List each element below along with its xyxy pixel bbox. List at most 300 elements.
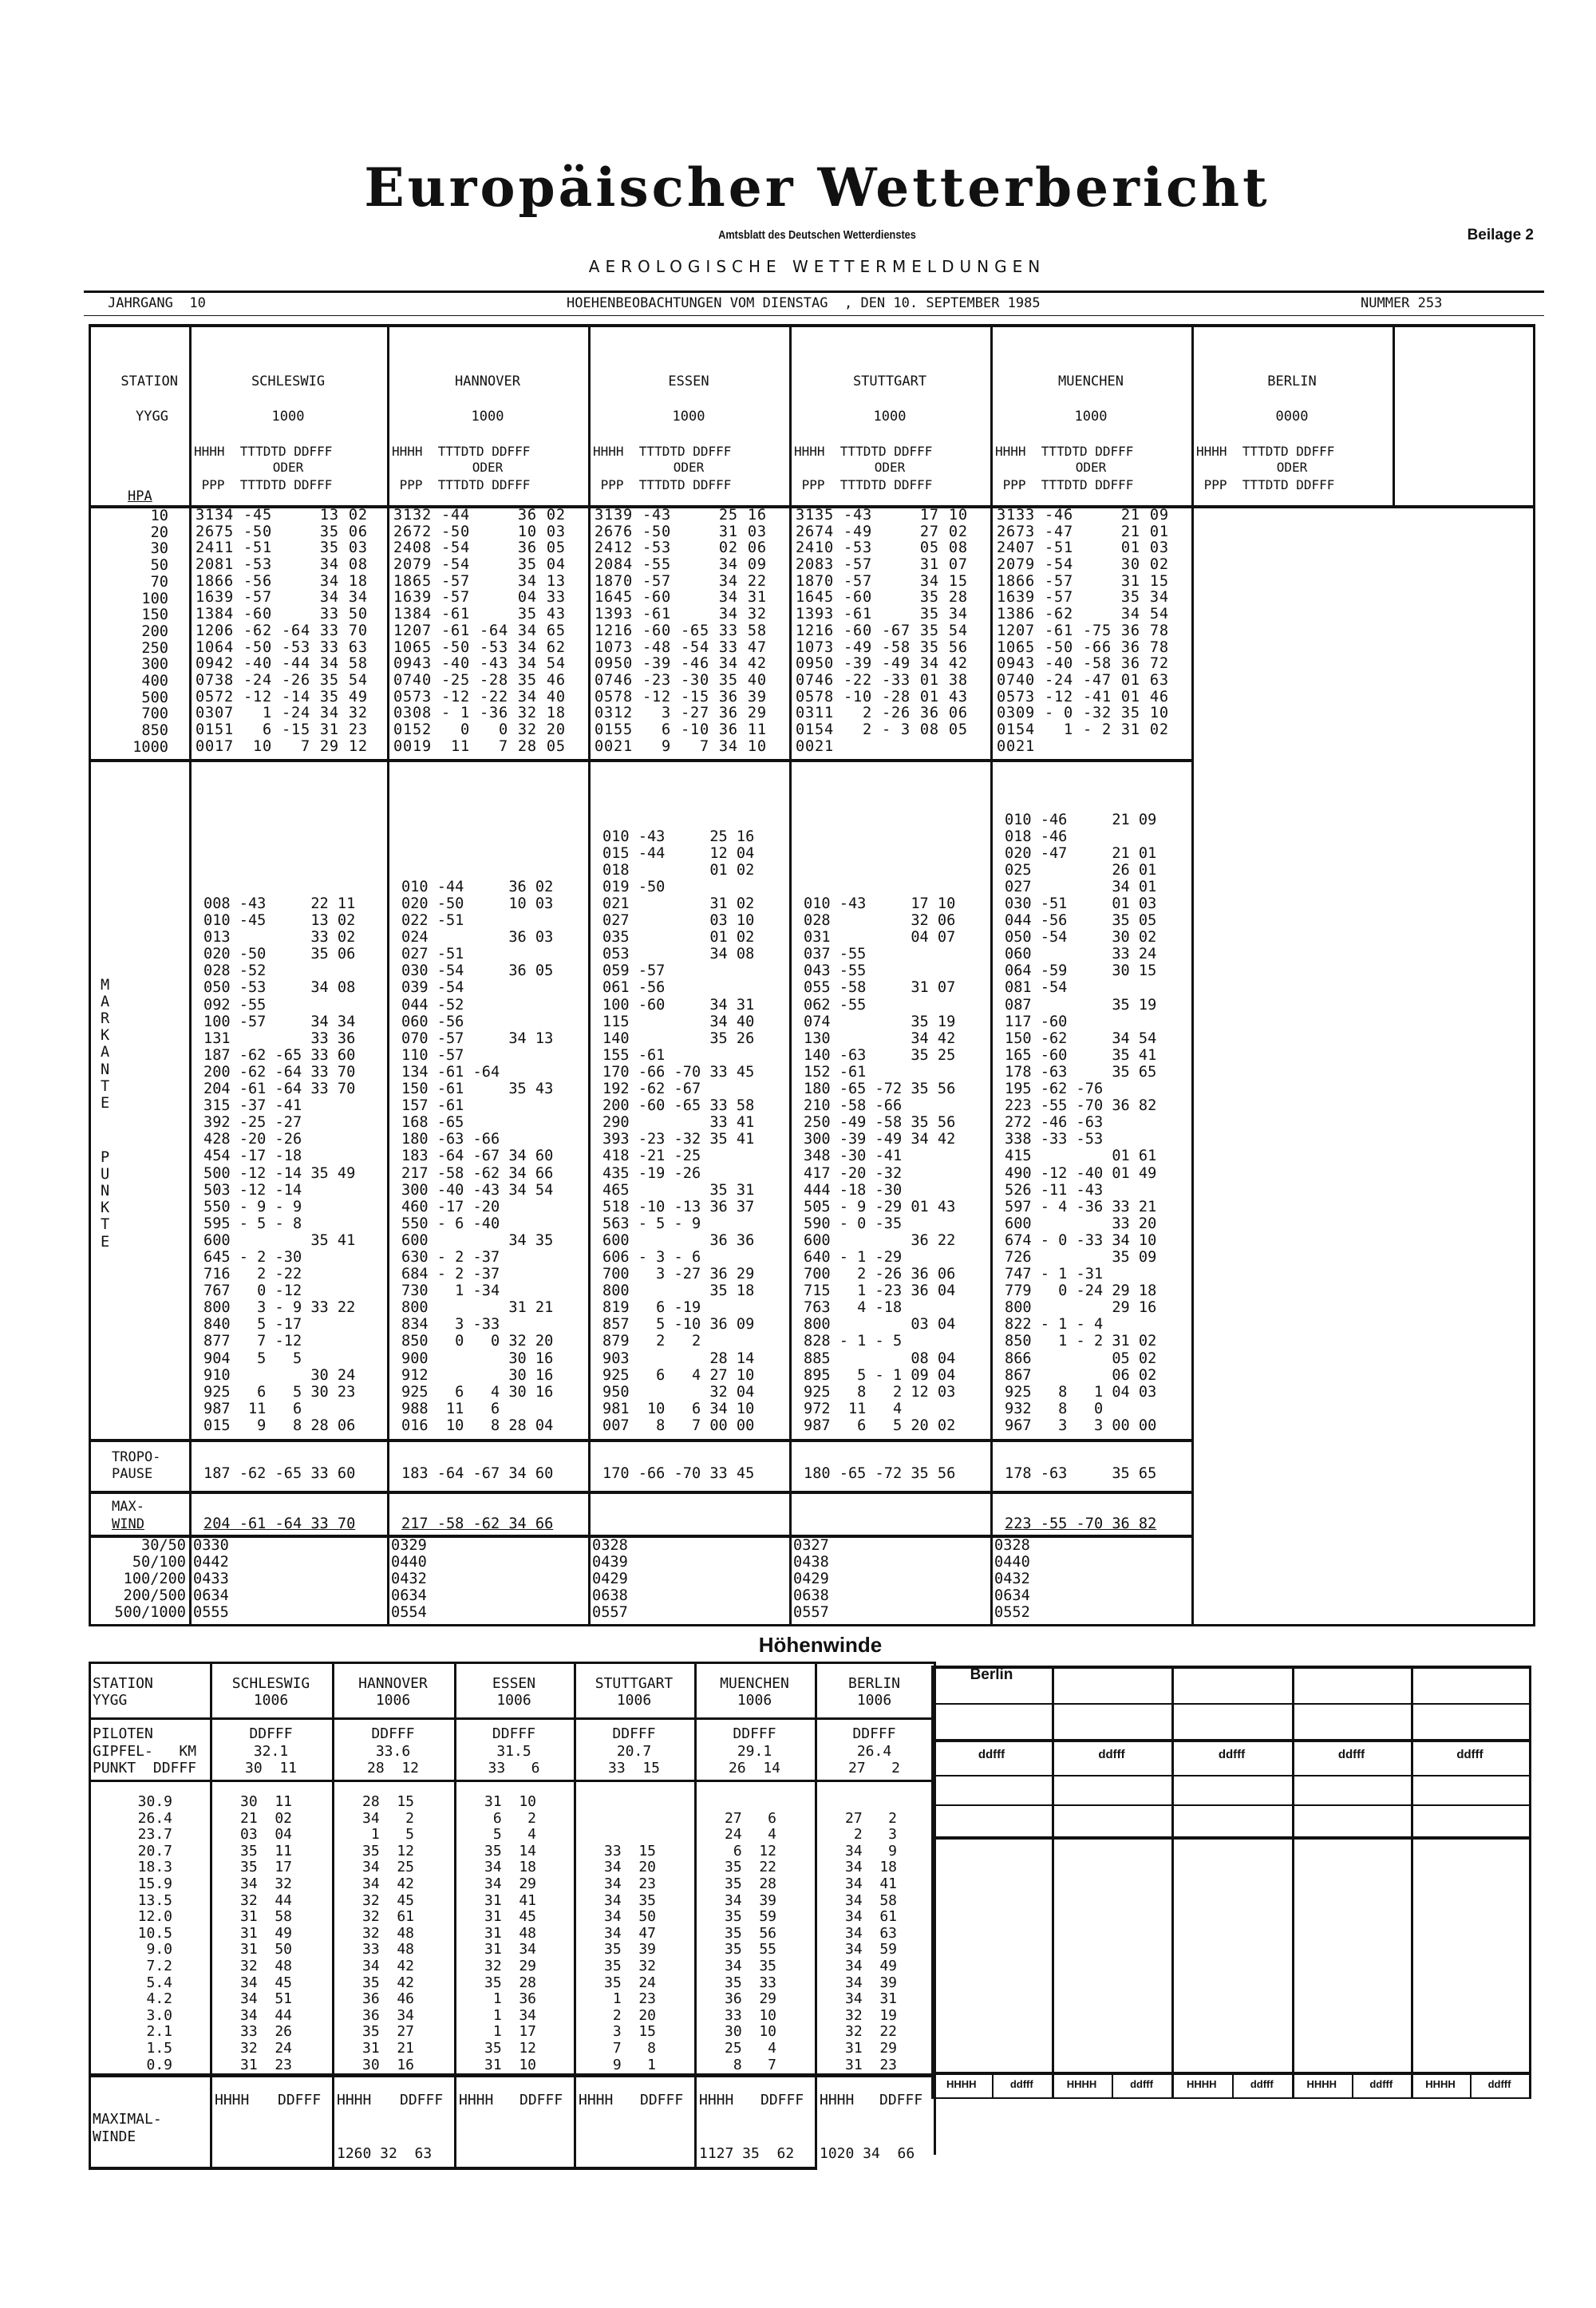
- significant-level-row: 028 -52: [203, 962, 267, 980]
- significant-level-row: 828 - 1 - 5: [804, 1333, 903, 1350]
- hpa-label: HPA: [128, 488, 152, 504]
- standard-level-row: 2079 -54 35 04: [393, 556, 566, 574]
- significant-level-row: 879 2 2: [602, 1333, 701, 1350]
- significant-level-row: 348 -30 -41: [804, 1148, 903, 1165]
- thickness-value: 0555: [193, 1604, 229, 1621]
- wind-value: 34 20: [604, 1859, 657, 1876]
- significant-level-row: 606 - 3 - 6: [602, 1248, 701, 1266]
- significant-level-row: 015 9 8 28 06: [203, 1417, 356, 1434]
- thickness-layer: 200/500: [123, 1587, 186, 1604]
- code-label: DDFFF: [371, 1725, 415, 1742]
- wind-value: 32 29: [484, 1958, 537, 1974]
- max-hhhh-label: HHHH: [459, 2092, 494, 2108]
- standard-level-row: 1393 -61 34 32: [595, 606, 767, 623]
- wind-value: 32 22: [845, 2023, 898, 2041]
- significant-level-row: 217 -58 -62 34 66: [401, 1164, 554, 1182]
- standard-level-row: 2673 -47 21 01: [997, 523, 1169, 540]
- wind-value: 35 42: [362, 1974, 415, 1991]
- significant-level-row: 910 30 24: [203, 1366, 356, 1384]
- significant-level-row: 130 34 42: [804, 1030, 956, 1047]
- significant-level-row: 064 -59 30 15: [1005, 962, 1157, 980]
- significant-level-row: 550 - 9 - 9: [203, 1198, 302, 1215]
- station-yygg: 1000: [873, 409, 907, 425]
- thickness-value: 0557: [592, 1604, 628, 1621]
- standard-level-row: 0152 0 0 32 20: [393, 721, 566, 738]
- table-rule: [89, 1717, 936, 1720]
- standard-level-row: 0155 6 -10 36 11: [595, 721, 767, 738]
- station-yygg: 1000: [471, 409, 504, 425]
- significant-level-row: 987 6 5 20 02: [804, 1417, 956, 1434]
- height-km: 9.0: [146, 1941, 172, 1958]
- wind-value: 34 35: [604, 1891, 657, 1909]
- station-label: STATION: [93, 1675, 153, 1692]
- standard-level-row: 0021: [796, 737, 834, 755]
- thickness-value: 0328: [994, 1537, 1030, 1554]
- wind-value: 1 34: [484, 2006, 537, 2024]
- significant-level-row: 059 -57: [602, 962, 666, 980]
- standard-level-row: 0746 -22 -33 01 38: [796, 671, 968, 689]
- significant-level-row: 600 34 35: [401, 1231, 554, 1249]
- standard-level-row: 2081 -53 34 08: [196, 556, 368, 574]
- station-name: STUTTGART: [595, 1675, 674, 1692]
- significant-level-row: 763 4 -18: [804, 1299, 903, 1317]
- significant-level-row: 200 -62 -64 33 70: [203, 1063, 356, 1081]
- station-yygg: 1006: [253, 1692, 289, 1709]
- table-rule: [931, 1836, 1531, 1840]
- significant-level-row: 062 -55: [804, 996, 867, 1014]
- punkte-letter: K: [101, 1199, 110, 1217]
- significant-level-row: 157 -61: [401, 1097, 464, 1115]
- yygg-label: YYGG: [93, 1692, 128, 1709]
- markante-letter: K: [101, 1027, 110, 1045]
- standard-level-row: 0942 -40 -44 34 58: [196, 655, 368, 673]
- wind-value: 28 15: [362, 1793, 415, 1810]
- standard-level-row: 0572 -12 -14 35 49: [196, 688, 368, 705]
- side-ddfff-label: ddfff: [1369, 2078, 1393, 2090]
- significant-level-row: 988 11 6: [401, 1400, 500, 1417]
- wind-value: 32 19: [845, 2006, 898, 2024]
- significant-level-row: 967 3 3 00 00: [1005, 1417, 1157, 1434]
- significant-level-row: 800 29 16: [1005, 1299, 1157, 1317]
- height-km: 3.0: [146, 2006, 172, 2024]
- code-header: HHHH TTTDTD DDFFF: [194, 444, 333, 459]
- summit-height: 20.7: [616, 1743, 652, 1760]
- significant-level-row: 100 -60 34 31: [602, 996, 755, 1014]
- wind-value: 32 61: [362, 1908, 415, 1926]
- significant-level-row: 767 0 -12: [203, 1282, 302, 1300]
- code-header: PPP TTTDTD DDFFF: [593, 477, 732, 492]
- code-header: HHHH TTTDTD DDFFF: [1196, 444, 1335, 459]
- code-header: PPP TTTDTD DDFFF: [995, 477, 1134, 492]
- issue-number: NUMMER 253: [1361, 295, 1443, 311]
- significant-level-row: 925 6 5 30 23: [203, 1383, 356, 1401]
- code-label: DDFFF: [733, 1725, 776, 1742]
- wind-value: 34 51: [240, 1990, 293, 2008]
- summit-height: 33.6: [375, 1743, 411, 1760]
- standard-level-row: 1384 -60 33 50: [196, 606, 368, 623]
- wind-value: 27 2: [845, 1809, 898, 1827]
- standard-level-row: 2407 -51 01 03: [997, 539, 1169, 557]
- station-name: STUTTGART: [852, 373, 927, 389]
- significant-level-row: 110 -57: [401, 1046, 464, 1064]
- thickness-value: 0433: [193, 1571, 229, 1587]
- wind-value: 03 04: [240, 1826, 293, 1844]
- wind-value: 32 24: [240, 2040, 293, 2057]
- standard-level-row: 1073 -49 -58 35 56: [796, 638, 968, 656]
- height-km: 13.5: [137, 1891, 172, 1909]
- significant-level-row: 490 -12 -40 01 49: [1005, 1164, 1157, 1182]
- thickness-value: 0432: [391, 1571, 427, 1587]
- piloten-label: PILOTEN: [93, 1725, 153, 1742]
- thickness-value: 0330: [193, 1537, 229, 1554]
- height-km: 23.7: [137, 1826, 172, 1844]
- significant-level-row: 050 -53 34 08: [203, 979, 356, 997]
- code-label: DDFFF: [852, 1725, 896, 1742]
- significant-level-row: 300 -39 -49 34 42: [804, 1131, 956, 1148]
- significant-level-row: 010 -44 36 02: [401, 878, 554, 895]
- station-yygg: 1006: [856, 1692, 892, 1709]
- markante-letter: T: [101, 1077, 110, 1095]
- tropopause-value: 178 -63 35 65: [1005, 1465, 1157, 1482]
- significant-level-row: 020 -50 10 03: [401, 895, 554, 912]
- significant-level-row: 595 - 5 - 8: [203, 1215, 302, 1232]
- code-header: PPP TTTDTD DDFFF: [794, 477, 933, 492]
- summit-height: 31.5: [496, 1743, 531, 1760]
- standard-level-row: 0307 1 -24 34 32: [196, 705, 368, 722]
- significant-level-row: 700 3 -27 36 29: [602, 1266, 755, 1283]
- standard-level-row: 0950 -39 -46 34 42: [595, 655, 767, 673]
- significant-levels-column: [804, 761, 955, 1434]
- significant-level-row: 037 -55: [804, 946, 867, 963]
- significant-level-row: 030 -54 36 05: [401, 962, 554, 980]
- significant-level-row: 950 32 04: [602, 1383, 755, 1401]
- standard-level-row: 2676 -50 31 03: [595, 523, 767, 540]
- code-header: PPP TTTDTD DDFFF: [392, 477, 531, 492]
- wind-value: 2 3: [845, 1826, 898, 1844]
- punkte-letter: P: [101, 1149, 110, 1166]
- significant-level-row: 272 -46 -63: [1005, 1114, 1104, 1132]
- wind-value: 2 20: [604, 2006, 657, 2024]
- significant-level-row: 684 - 2 -37: [401, 1266, 500, 1283]
- significant-levels-column: [1005, 761, 1156, 1434]
- significant-level-row: 716 2 -22: [203, 1266, 302, 1283]
- standard-level-row: 2411 -51 35 03: [196, 539, 368, 557]
- wind-value: 1 5: [362, 1826, 415, 1844]
- wind-value: 33 48: [362, 1941, 415, 1958]
- wind-value: 35 27: [362, 2023, 415, 2041]
- wind-value: 34 18: [484, 1859, 537, 1876]
- wind-value: 34 35: [725, 1958, 777, 1974]
- height-km: 15.9: [137, 1875, 172, 1892]
- significant-level-row: 060 -56: [401, 1013, 464, 1030]
- standard-level-row: 0943 -40 -58 36 72: [997, 655, 1169, 673]
- significant-level-row: 526 -11 -43: [1005, 1181, 1104, 1199]
- punkt-label: PUNKT DDFFF: [93, 1760, 197, 1776]
- table-rule: [89, 2167, 817, 2170]
- significant-level-row: 674 - 0 -33 34 10: [1005, 1231, 1157, 1249]
- wind-value: 31 49: [240, 1924, 293, 1942]
- significant-level-row: 061 -56: [602, 979, 666, 997]
- thickness-layer: 30/50: [141, 1537, 186, 1554]
- table-rule: [931, 2097, 1531, 2099]
- significant-level-row: 834 3 -33: [401, 1316, 500, 1334]
- code-header-oder: ODER: [472, 460, 504, 475]
- code-header-oder: ODER: [272, 460, 304, 475]
- max-ddfff-label: DDFFF: [640, 2092, 684, 2108]
- table-rule: [89, 1491, 1194, 1494]
- significant-level-row: 117 -60: [1005, 1013, 1068, 1030]
- thickness-value: 0440: [994, 1554, 1030, 1571]
- maxwind-value: 223 -55 -70 36 82: [1005, 1516, 1157, 1532]
- significant-level-row: 170 -66 -70 33 45: [602, 1063, 755, 1081]
- standard-level-row: 1206 -62 -64 33 70: [196, 622, 368, 639]
- significant-level-row: 100 -57 34 34: [203, 1013, 356, 1030]
- wind-value: 35 56: [725, 1924, 777, 1942]
- significant-level-row: 008 -43 22 11: [203, 895, 356, 912]
- punkte-letter: N: [101, 1183, 110, 1200]
- markante-letter: R: [101, 1010, 110, 1028]
- wind-value: 34 45: [240, 1974, 293, 1991]
- standard-level-row: 1645 -60 35 28: [796, 589, 968, 607]
- table-rule: [1292, 1666, 1294, 2099]
- significant-level-row: 025 26 01: [1005, 861, 1157, 879]
- code-header-oder: ODER: [874, 460, 906, 475]
- significant-level-row: 187 -62 -65 33 60: [203, 1046, 356, 1064]
- pressure-level: 70: [150, 573, 168, 591]
- significant-level-row: 715 1 -23 36 04: [804, 1282, 956, 1300]
- pressure-level: 1000: [132, 738, 168, 756]
- side-ddfff-label: ddfff: [1009, 2078, 1033, 2090]
- standard-level-row: 1870 -57 34 22: [595, 572, 767, 590]
- standard-level-row: 2672 -50 10 03: [393, 523, 566, 540]
- significant-level-row: 392 -25 -27: [203, 1114, 302, 1132]
- standard-level-row: 1865 -57 34 13: [393, 572, 566, 590]
- height-km: 1.5: [146, 2040, 172, 2057]
- significant-level-row: 074 35 19: [804, 1013, 956, 1030]
- significant-level-row: 454 -17 -18: [203, 1148, 302, 1165]
- significant-levels-column: [602, 761, 754, 1434]
- thickness-value: 0329: [391, 1537, 427, 1554]
- code-header-oder: ODER: [673, 460, 705, 475]
- standard-level-row: 0311 2 -26 36 06: [796, 705, 968, 722]
- code-header: PPP TTTDTD DDFFF: [194, 477, 333, 492]
- table-rule: [1529, 1666, 1531, 2099]
- thickness-layer: 100/200: [123, 1571, 186, 1587]
- wind-value: 30 10: [725, 2023, 777, 2041]
- wind-value: 31 48: [484, 1924, 537, 1942]
- wind-value: 34 63: [845, 1924, 898, 1942]
- significant-level-row: 010 -46 21 09: [1005, 811, 1157, 828]
- table-rule: [89, 1624, 1535, 1626]
- significant-level-row: 444 -18 -30: [804, 1181, 903, 1199]
- code-label: DDFFF: [492, 1725, 536, 1742]
- significant-level-row: 987 11 6: [203, 1400, 302, 1417]
- significant-level-row: 039 -54: [401, 979, 464, 997]
- table-rule: [931, 1666, 934, 2099]
- standard-level-row: 3135 -43 17 10: [796, 507, 968, 524]
- wind-value: 34 41: [845, 1875, 898, 1892]
- thickness-value: 0429: [592, 1571, 628, 1587]
- thickness-value: 0442: [193, 1554, 229, 1571]
- standard-level-row: 1866 -56 34 18: [196, 572, 368, 590]
- wind-value: 32 48: [362, 1924, 415, 1942]
- code-header: HHHH TTTDTD DDFFF: [794, 444, 933, 459]
- standard-level-row: 1639 -57 04 33: [393, 589, 566, 607]
- significant-level-row: 465 35 31: [602, 1181, 755, 1199]
- standard-levels-column: [796, 508, 968, 755]
- standard-level-row: 0154 2 - 3 08 05: [796, 721, 968, 738]
- summit-wind: 28 12: [366, 1760, 420, 1776]
- table-rule: [931, 1775, 1531, 1776]
- wind-value: 34 25: [362, 1859, 415, 1876]
- wind-value: 34 44: [240, 2006, 293, 2024]
- wind-value: 31 10: [484, 1793, 537, 1810]
- thickness-value: 0638: [793, 1587, 829, 1604]
- station-yygg: 1000: [271, 409, 305, 425]
- height-km: 20.7: [137, 1842, 172, 1859]
- wind-value: 6 2: [484, 1809, 537, 1827]
- wind-value: 35 39: [604, 1941, 657, 1958]
- significant-level-row: 393 -23 -32 35 41: [602, 1131, 755, 1148]
- max-wind-value: 1020 34 66: [820, 2145, 915, 2162]
- maxwind-label: MAX-: [112, 1499, 144, 1515]
- wind-value: 34 50: [604, 1908, 657, 1926]
- significant-level-row: 885 08 04: [804, 1350, 956, 1367]
- significant-level-row: 981 10 6 34 10: [602, 1400, 755, 1417]
- wind-value: 36 46: [362, 1990, 415, 2008]
- thickness-value: 0554: [391, 1604, 427, 1621]
- wind-value: 1 23: [604, 1990, 657, 2008]
- significant-level-row: 081 -54: [1005, 979, 1068, 997]
- table-rule: [387, 325, 389, 1626]
- height-km: 5.4: [146, 1974, 172, 1991]
- tropopause-label: TROPO-: [112, 1449, 161, 1465]
- pressure-level: 100: [141, 590, 168, 607]
- significant-level-row: 800 31 21: [401, 1299, 554, 1317]
- table-rule: [89, 324, 1535, 327]
- significant-level-row: 840 5 -17: [203, 1316, 302, 1334]
- wind-value: 35 14: [484, 1842, 537, 1859]
- thickness-value: 0638: [592, 1587, 628, 1604]
- significant-level-row: 031 04 07: [804, 929, 956, 947]
- significant-level-row: 925 8 1 04 03: [1005, 1383, 1157, 1401]
- station-name: MUENCHEN: [720, 1675, 789, 1692]
- significant-level-row: 415 01 61: [1005, 1148, 1157, 1165]
- significant-level-row: 630 - 2 -37: [401, 1248, 500, 1266]
- report-subtitle: Amtsblatt des Deutschen Wetterdienstes: [718, 228, 916, 242]
- hoehenwinde-title: Höhenwinde: [758, 1633, 883, 1657]
- standard-level-row: 0740 -25 -28 35 46: [393, 671, 566, 689]
- height-km: 4.2: [146, 1990, 172, 2008]
- wind-value: 31 10: [484, 2056, 537, 2073]
- significant-level-row: 195 -62 -76: [1005, 1081, 1104, 1098]
- height-km: 10.5: [137, 1924, 172, 1942]
- wind-value: 35 28: [725, 1875, 777, 1892]
- wind-value: 34 47: [604, 1924, 657, 1942]
- wind-value: 36 29: [725, 1990, 777, 2008]
- markante-letter: N: [101, 1061, 110, 1078]
- max-hhhh-label: HHHH: [215, 2092, 250, 2108]
- markante-letter: A: [101, 994, 110, 1011]
- significant-level-row: 150 -62 34 54: [1005, 1030, 1157, 1047]
- table-rule: [789, 325, 792, 1626]
- station-name: ESSEN: [492, 1675, 536, 1692]
- significant-level-row: 192 -62 -67: [602, 1081, 701, 1098]
- significant-level-row: 972 11 4: [804, 1400, 903, 1417]
- maxwind-value: 217 -58 -62 34 66: [401, 1516, 554, 1532]
- side-station-name: Berlin: [970, 1666, 1013, 1683]
- side-hhhh-label: HHHH: [1186, 2078, 1217, 2090]
- table-rule: [1411, 1666, 1413, 2099]
- significant-level-row: 115 34 40: [602, 1013, 755, 1030]
- standard-level-row: 1207 -61 -64 34 65: [393, 622, 566, 639]
- wind-value: 34 49: [845, 1958, 898, 1974]
- summit-height: 26.4: [856, 1743, 892, 1760]
- thickness-value: 0557: [793, 1604, 829, 1621]
- punkte-letter: U: [101, 1166, 110, 1184]
- table-rule: [1052, 1666, 1054, 2099]
- wind-value: 31 23: [845, 2056, 898, 2073]
- significant-level-row: 070 -57 34 13: [401, 1030, 554, 1047]
- pressure-level: 10: [150, 508, 168, 524]
- significant-level-row: 563 - 5 - 9: [602, 1215, 701, 1232]
- station-yygg: 1000: [1074, 409, 1108, 425]
- markante-letter: M: [101, 977, 110, 994]
- wind-value: 34 29: [484, 1875, 537, 1892]
- standard-level-row: 1639 -57 35 34: [997, 589, 1169, 607]
- summit-wind: 33 15: [607, 1760, 661, 1776]
- standard-level-row: 1073 -48 -54 33 47: [595, 638, 767, 656]
- wind-value: 34 32: [240, 1875, 293, 1892]
- table-rule: [931, 1739, 1531, 1742]
- max-wind-value: 1260 32 63: [337, 2145, 433, 2162]
- station-yygg: 1006: [737, 1692, 772, 1709]
- standard-level-row: 3132 -44 36 02: [393, 507, 566, 524]
- wind-value: 6 12: [725, 1842, 777, 1859]
- table-rule: [1533, 325, 1535, 1626]
- station-name: MUENCHEN: [1058, 373, 1124, 389]
- standard-levels-column: [595, 508, 767, 755]
- significant-level-row: 050 -54 30 02: [1005, 929, 1157, 947]
- significant-level-row: 779 0 -24 29 18: [1005, 1282, 1157, 1300]
- summit-height: 32.1: [253, 1743, 289, 1760]
- wind-value: 8 7: [725, 2056, 777, 2073]
- wind-value: 33 26: [240, 2023, 293, 2041]
- pressure-level: 400: [141, 673, 168, 690]
- table-rule: [931, 1804, 1531, 1806]
- wind-value: 32 44: [240, 1891, 293, 1909]
- significant-level-row: 028 32 06: [804, 912, 956, 930]
- wind-value: 35 28: [484, 1974, 537, 1991]
- significant-level-row: 027 03 10: [602, 912, 755, 930]
- standard-level-row: 1216 -60 -65 33 58: [595, 622, 767, 639]
- significant-level-row: 030 -51 01 03: [1005, 895, 1157, 912]
- significant-level-row: 131 33 36: [203, 1030, 356, 1047]
- significant-level-row: 019 -50: [602, 878, 666, 895]
- significant-level-row: 150 -61 35 43: [401, 1081, 554, 1098]
- significant-level-row: 435 -19 -26: [602, 1164, 701, 1182]
- station-name: SCHLESWIG: [251, 373, 326, 389]
- significant-level-row: 640 - 1 -29: [804, 1248, 903, 1266]
- wind-value: 34 42: [362, 1875, 415, 1892]
- wind-value: 35 12: [362, 1842, 415, 1859]
- station-yygg: 1006: [616, 1692, 652, 1709]
- table-rule: [588, 325, 591, 1626]
- punkte-letter: E: [101, 1233, 110, 1251]
- wind-value: 31 50: [240, 1941, 293, 1958]
- punkte-letter: T: [101, 1216, 110, 1234]
- observation-date: HOEHENBEOBACHTUNGEN VOM DIENSTAG , DEN 10. SEPTEMBER 1985: [567, 295, 1041, 311]
